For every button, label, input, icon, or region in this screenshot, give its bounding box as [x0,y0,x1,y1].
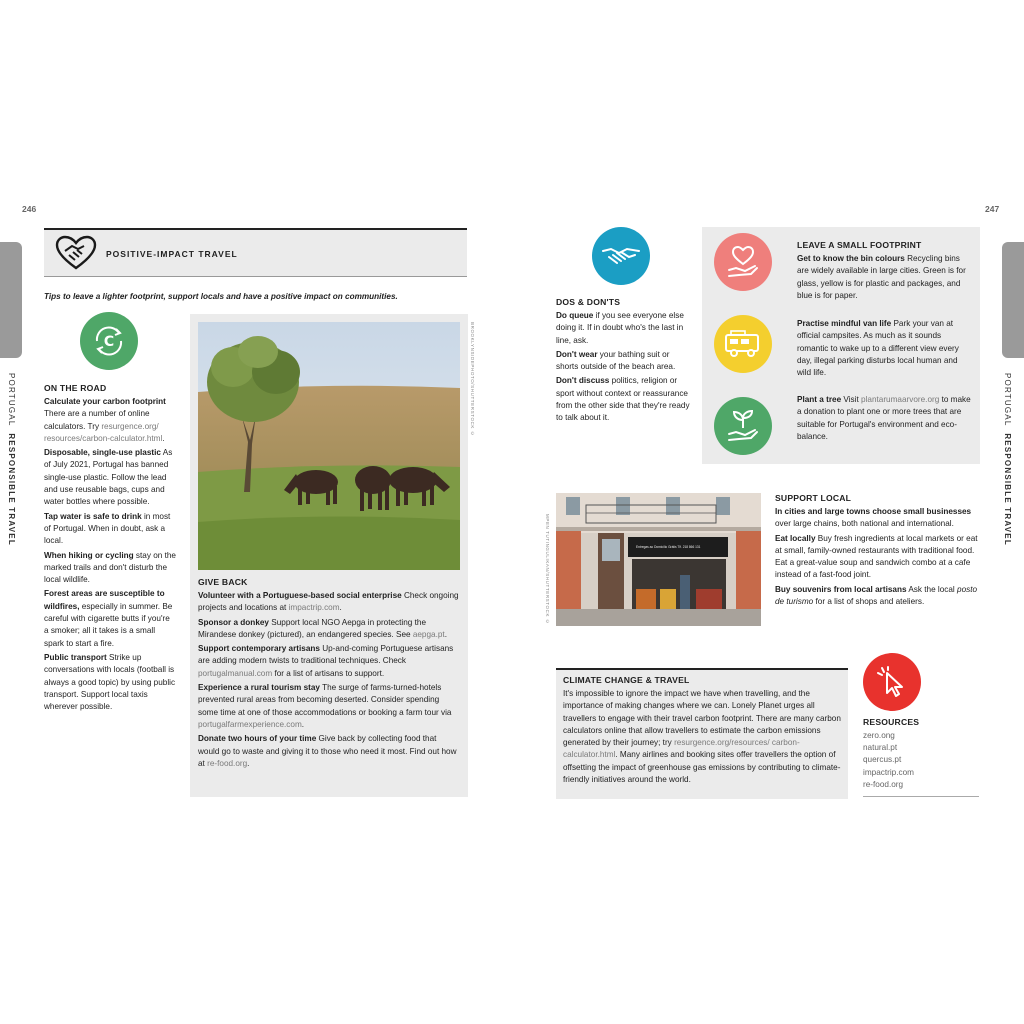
give-back-item-text: The surge of farms-turned-hotels prevented rural areas from becoming deserted. Consider spending some time at one of those accommodations or booking a farm tour via [198,683,452,717]
resource-link[interactable]: natural.pt [863,743,898,753]
donkeys-photo [198,322,460,570]
resources-heading: RESOURCES [863,717,920,727]
give-back-item-title: Experience a rural tourism stay [198,683,320,693]
on-the-road-heading: ON THE ROAD [44,383,107,393]
footprint-item-tree: Plant a tree Visit plantarumaarvore.org to make a donation to plant one or more trees that are suitable for Portugal's environment and eco-balance. [797,395,971,441]
link-climate-carbon-calculator[interactable]: resurgence.org/resources/ carbon-calculator.html [563,738,800,760]
give-back-item [198,682,460,731]
dos-donts-item-title: Don't wear [556,349,598,359]
give-back-item-text: Give back by collecting food that would go to waste and giving it to those who need it most. Find out how at [198,734,457,768]
on-the-road-item-title: Public transport [44,652,107,662]
give-back-list [198,590,460,772]
support-local-heading: SUPPORT LOCAL [775,493,852,503]
dos-donts-item [556,349,690,374]
dos-donts-item-title: Don't discuss [556,376,610,386]
on-the-road-item [44,511,176,548]
section-header [44,228,467,277]
footprint-item-bins: Get to know the bin colours Recycling bins are widely available in large cities. Green is for glass, yellow is for plastic and packages, and blue is for paper. [797,254,966,300]
support-local-list [775,506,981,610]
support-local-item-title: In cities and large towns choose small businesses [775,507,972,516]
give-back-item-after: . [444,629,447,639]
resources-list [863,730,979,791]
on-the-road-item-title: Disposable, single-use plastic [44,448,161,458]
on-the-road-item-title: Forest areas are susceptible to wildfires, [44,589,165,611]
give-back-item-link[interactable]: impactrip.com [288,603,340,613]
on-the-road-item-title: When hiking or cycling [44,550,134,560]
on-the-road-item-title: Calculate your carbon footprint [44,397,166,406]
give-back-item-link[interactable]: re-food.org [207,758,248,768]
page-number-left: 246 [22,204,37,214]
on-the-road-item [44,652,176,713]
support-local-item [775,584,981,609]
resource-link[interactable]: zero.ong [863,731,895,740]
resources-divider [863,796,979,797]
give-back-heading: GIVE BACK [198,577,248,587]
leave-small-footprint-heading: LEAVE A SMALL FOOTPRINT [797,240,922,250]
heart-in-hand-icon [714,233,772,291]
on-the-road-item-link[interactable]: resurgence.org/ resources/carbon-calculator.html [44,421,163,443]
on-the-road-item-text: stay on the marked trails and don't disturb the local wildlife. [44,550,176,585]
on-the-road-item-after: . [162,433,165,443]
give-back-item [198,617,460,642]
support-local-item-text: Ask the local [906,584,958,594]
resource-link[interactable]: re-food.org [863,779,904,789]
on-the-road-item-text: There are a number of online calculators. Try [44,409,150,431]
carbon-cycle-icon [80,312,138,370]
give-back-item-after: . [301,719,305,729]
on-the-road-item [44,447,176,508]
dos-donts-item-text: politics, religion or sport without context or reassurance from the other side that they're ready to talk about it. [556,376,690,423]
support-local-item-italic: posto de turismo [775,584,978,607]
dos-donts-item [556,310,690,347]
dos-donts-item [556,375,690,424]
support-local-item-after: for a list of shops and ateliers. [813,597,925,607]
dos-donts-list [556,310,690,427]
dos-donts-item-text: your bathing suit or shorts outside of the beach area. [556,349,676,372]
cursor-click-icon [863,653,921,711]
give-back-item-title: Sponsor a donkey [198,617,269,627]
on-the-road-list [44,396,176,715]
dos-donts-item-text: if you see everyone else doing it. If in doubt who's the last in line, ask. [556,311,684,345]
support-local-item-text: Buy fresh ingredients at local markets or eat at small, family-owned restaurants with traditional food. Eat a great-value soup and sandwich combo at a cafe instead of a fast-food joint. [775,533,978,580]
give-back-item-title: Support contemporary artisans [198,644,320,654]
give-back-item-text: Check ongoing projects and locations at [198,591,459,613]
climate-heading: CLIMATE CHANGE & TRAVEL [563,675,690,685]
give-back-item-after: for a list of artisans to support. [272,668,385,678]
photo-credit-shop: MPEN TUTINGULIKAN/SHUTTERSTOCK © [545,514,550,625]
on-the-road-item [44,396,176,445]
on-the-road-item-text: in most of Portugal. When in doubt, ask a local. [44,511,171,546]
link-plantarumaarvore[interactable]: plantarumaarvore.org [861,395,940,404]
give-back-item-text: Support local NGO Aepga in protecting the Mirandese donkey (pictured), an endangered species. See [198,617,427,639]
intro-text: Tips to leave a lighter footprint, support locals and have a positive impact on communities. [44,292,398,301]
support-local-item-text: over large chains, both national and international. [775,519,954,529]
support-local-item-title: Eat locally [775,533,816,543]
resource-link[interactable]: quercus.pt [863,755,902,765]
section-tab-left [0,242,22,358]
on-the-road-item-title: Tap water is safe to drink [44,511,142,521]
give-back-item-link[interactable]: portugalfarmexperience.com [198,719,302,729]
give-back-item-link[interactable]: aepga.pt [412,629,445,639]
on-the-road-item-text: Strike up conversations with locals (football is always a good topic) by using public transport. Support local taxis wherever possible. [44,652,176,712]
page-number-right: 247 [985,204,1000,214]
give-back-item-text: Up-and-coming Portuguese artisans are adding modern twists to traditional techniques. Check [198,644,454,666]
side-label-right: PORTUGAL RESPONSIBLE TRAVEL [1003,373,1012,546]
give-back-item-title: Donate two hours of your time [198,734,317,744]
dos-donts-heading: DOS & DON'TS [556,297,621,307]
on-the-road-item-text: especially in summer. Be careful with cigarette butts if you're a smoker; all it takes is a small spark to start a fire. [44,601,173,648]
section-tab-right [1002,242,1024,358]
dos-donts-item-title: Do queue [556,311,594,320]
give-back-item-after: . [247,758,250,768]
on-the-road-item [44,588,176,649]
footprint-item-van: Practise mindful van life Park your van at official campsites. As much as it sounds romantic to wake up to a different view every day, illegal parking disturbs local human and wild life. [797,319,959,378]
handshake-icon [592,227,650,285]
give-back-item-title: Volunteer with a Portuguese-based social enterprise [198,591,402,600]
shopfront-photo [556,493,761,626]
resource-link[interactable]: impactrip.com [863,767,914,777]
support-local-item-title: Buy souvenirs from local artisans [775,584,907,594]
shop-sign-text: Entregas ao Domicílio Grátis Tlf. 218 866 131 [636,545,701,549]
on-the-road-item-text: As of July 2021, Portugal has banned single-use plastic. Follow the lead and use reusable bags, cups and water bottles where possible. [44,448,173,507]
support-local-item [775,506,981,531]
give-back-item-after: . [339,603,342,613]
side-label-left: PORTUGAL RESPONSIBLE TRAVEL [7,373,16,546]
seedling-in-hand-icon [714,397,772,455]
give-back-item [198,643,460,680]
climate-text: It's impossible to ignore the impact we have when travelling, and the importance of making changes where we can. Lonely Planet urges all travellers to engage with their travel carbon footprint. There are many carbon calculators online that allow travellers to estimate the carbon emissions generated by their journey; try resurgence.org/resources/ carbon-calculator.html. Many airlines and booking sites offer travellers the option of offsetting the impact of greenhouse gas emissions by contributing to climate-friendly initiatives around the world. [563,689,841,785]
give-back-item [198,590,460,615]
handshake-heart-icon [54,235,98,276]
support-local-item [775,533,981,582]
campervan-icon [714,315,772,373]
on-the-road-item [44,550,176,587]
photo-credit-donkeys: BROOKLYNSIDEPHOTO/SHUTTERSTOCK © [470,322,475,437]
section-title: POSITIVE-IMPACT TRAVEL [106,249,238,259]
svg-text:C: C [103,334,115,350]
give-back-item-link[interactable]: portugalmanual.com [198,668,273,678]
give-back-item [198,733,460,770]
